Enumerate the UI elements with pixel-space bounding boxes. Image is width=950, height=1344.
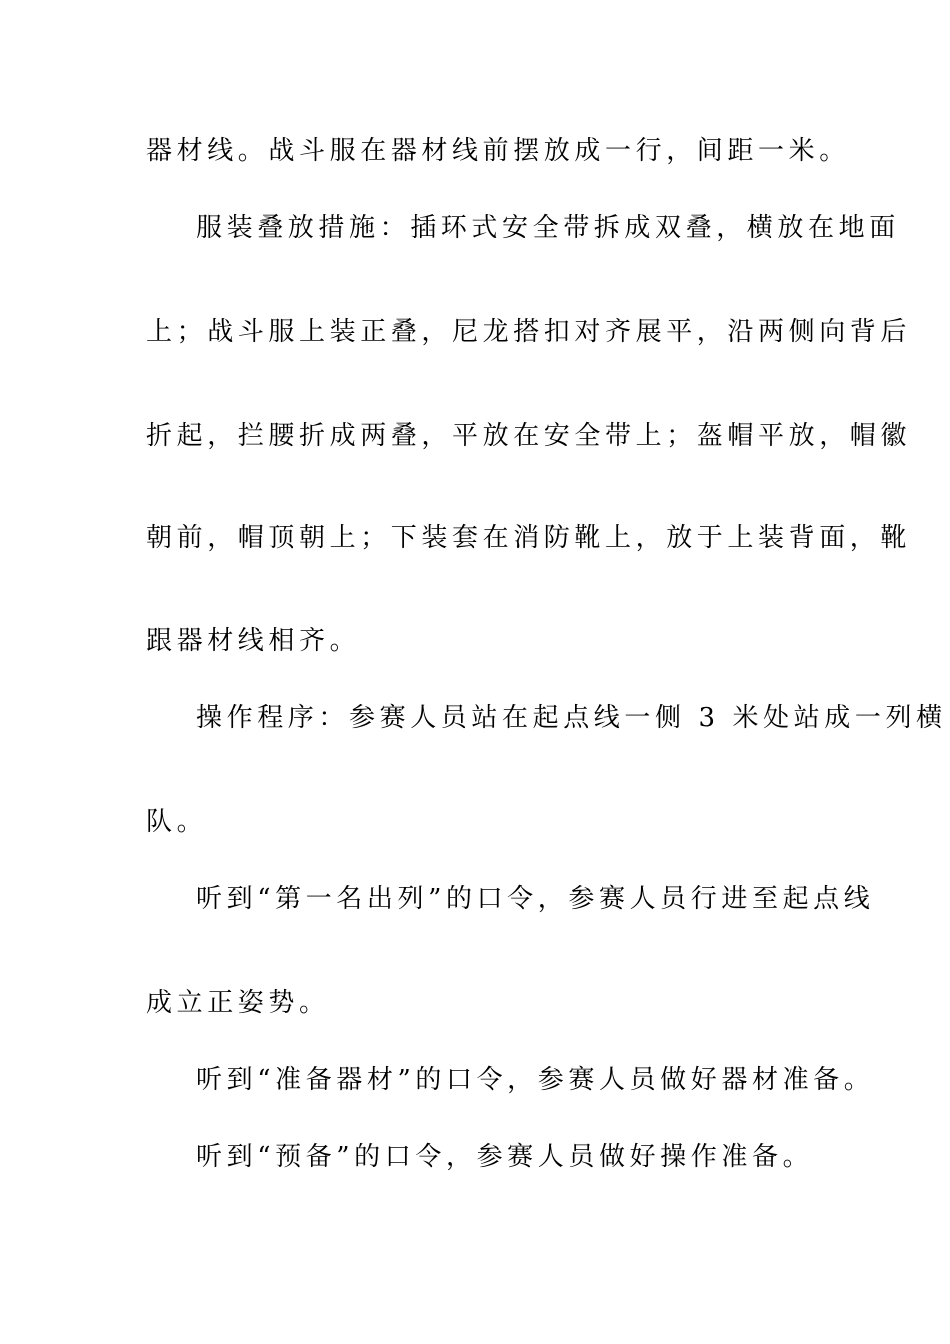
paragraph-operation-procedure: 操作程序：参赛人员站在起点线一侧 3 米处站成一列横 bbox=[196, 703, 947, 733]
text-line-10: 成立正姿势。 bbox=[146, 988, 330, 1018]
paragraph-command-ready: 听到“预备”的口令，参赛人员做好操作准备。 bbox=[196, 1142, 814, 1172]
text-line-5: 朝前，帽顶朝上；下装套在消防靴上，放于上装背面，靴 bbox=[146, 523, 912, 553]
paragraph-command-prepare-equipment: 听到“准备器材”的口令，参赛人员做好器材准备。 bbox=[196, 1065, 875, 1095]
paragraph-command-first-out: 听到“第一名出列”的口令，参赛人员行进至起点线 bbox=[196, 884, 875, 914]
paragraph-clothing-folding-start: 服装叠放措施：插环式安全带拆成双叠，横放在地面 bbox=[196, 213, 900, 243]
text-line-3: 上；战斗服上装正叠，尼龙搭扣对齐展平，沿两侧向背后 bbox=[146, 317, 912, 347]
text-line-8: 队。 bbox=[146, 807, 208, 837]
text-line-6: 跟器材线相齐。 bbox=[146, 626, 361, 656]
text-line-4: 折起，拦腰折成两叠，平放在安全带上；盔帽平放，帽徽 bbox=[146, 421, 912, 451]
text-line-1: 器材线。战斗服在器材线前摆放成一行，间距一米。 bbox=[146, 136, 850, 166]
